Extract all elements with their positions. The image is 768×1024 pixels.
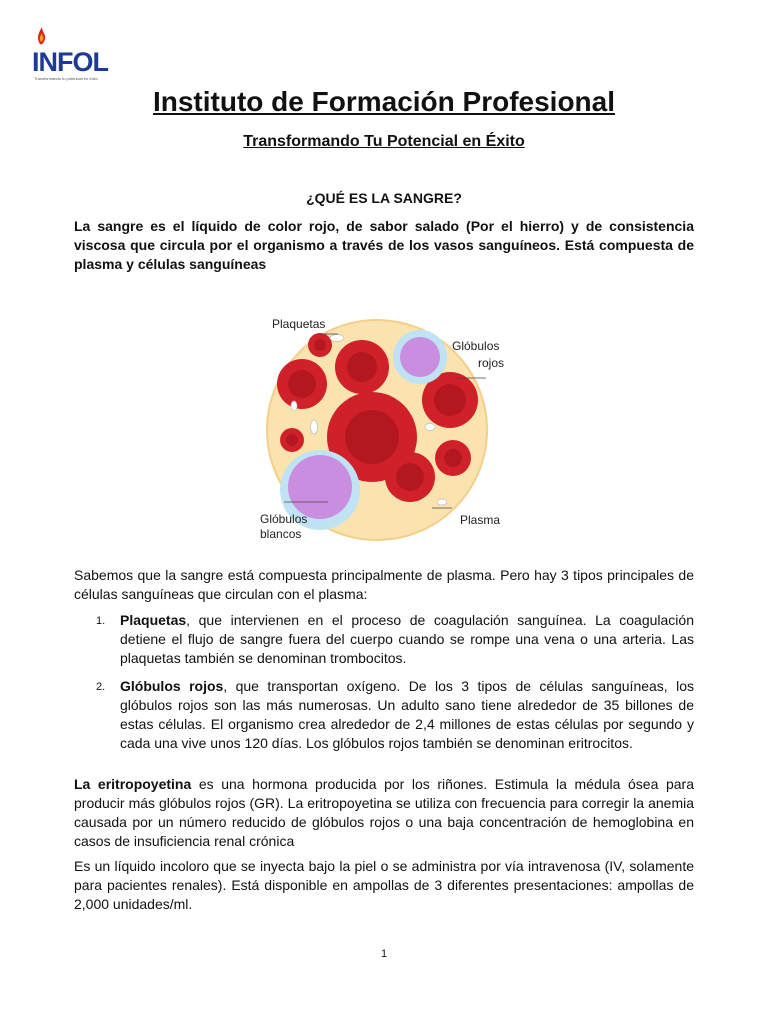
label-globulos-rojos-line2: rojos	[478, 356, 505, 370]
list-item	[74, 611, 694, 668]
label-plasma: Plasma	[460, 513, 501, 527]
label-globulos-blancos-line1: Glóbulos	[260, 512, 308, 526]
red-cell-bottom-right	[385, 452, 435, 502]
blood-cells-diagram	[252, 312, 512, 548]
platelet	[330, 335, 344, 342]
logo-wordmark: INFOL	[32, 47, 108, 77]
red-cell-left	[277, 359, 327, 409]
platelet	[311, 420, 318, 434]
label-globulos-blancos-line2: blancos	[260, 527, 302, 541]
red-cell-top-small	[308, 333, 332, 357]
list-item	[74, 677, 694, 753]
section-heading: ¿QUÉ ES LA SANGRE?	[306, 190, 462, 206]
infol-logo	[30, 24, 122, 84]
list-term: Glóbulos rojos	[120, 678, 224, 694]
page-title: Instituto de Formación Profesional	[152, 86, 616, 117]
label-plaquetas: Plaquetas	[272, 317, 326, 331]
list-number: 2.	[96, 681, 106, 693]
label-globulos-rojos-line1: Glóbulos	[452, 339, 500, 353]
intro-paragraph: La sangre es el líquido de color rojo, de sabor salado (Por el hierro) y de consistencia viscosa que circula por el organismo a través de los vasos sanguíneos. Está compuesta de plasma y células sanguíneas	[74, 218, 694, 272]
infol-logo-graphic	[30, 24, 122, 84]
red-cell-top	[335, 340, 389, 394]
logo-tagline: Transformando tu potencial en éxito	[34, 76, 98, 81]
page-number: 1	[380, 948, 388, 960]
red-cell-small-left	[280, 428, 304, 452]
list-number: 1.	[96, 615, 106, 627]
paragraph-cell-types: Sabemos que la sangre está compuesta principalmente de plasma. Pero hay 3 tipos principales de células sanguíneas que circulan con el plasma:	[74, 567, 694, 602]
paragraph-eritropoyetina	[74, 775, 694, 851]
platelet	[437, 499, 447, 505]
blood-cells-illustration	[252, 312, 512, 548]
platelet	[425, 424, 435, 431]
platelet	[291, 401, 297, 411]
paragraph-presentation: Es un líquido incoloro que se inyecta bajo la piel o se administra por vía intravenosa (IV, solamente para pacientes renales). Está disponible en ampollas de 3 diferentes presentaciones: ampollas de 2,000 unidades/ml.	[74, 858, 694, 912]
cell-types-list	[74, 611, 694, 762]
list-text: , que intervienen en el proceso de coagulación sanguínea. La coagulación detiene el flujo de sangre fuera del cuerpo cuando se rompe una vena o una arteria. Las plaquetas también se denominan trombocitos.	[120, 612, 694, 666]
paragraph-term: La eritropoyetina	[74, 776, 192, 792]
page-subtitle: Transformando Tu Potencial en Éxito	[243, 133, 525, 150]
list-term: Plaquetas	[120, 612, 187, 628]
paragraph-text: es una hormona producida por los riñones. Estimula la médula ósea para producir más glóbulos rojos (GR). La eritropoyetina se utiliza con frecuencia para corregir la anemia causada por un número reducido de glóbulos rojos o una baja concentración de hemoglobina en casos de insuficiencia renal crónica	[74, 776, 694, 849]
list-text: , que transportan oxígeno. De los 3 tipos de células sanguíneas, los glóbulos rojos son las más numerosas. Un adulto sano tiene alrededor de 35 billones de estas células. El organismo crea alrededor de 2,4 millones de estas células por segundo y cada una vive unos 120 días. Los glóbulos rojos también se denominan eritrocitos.	[120, 678, 695, 751]
white-cell-top-right	[393, 330, 447, 384]
red-cell-far-right	[435, 440, 471, 476]
